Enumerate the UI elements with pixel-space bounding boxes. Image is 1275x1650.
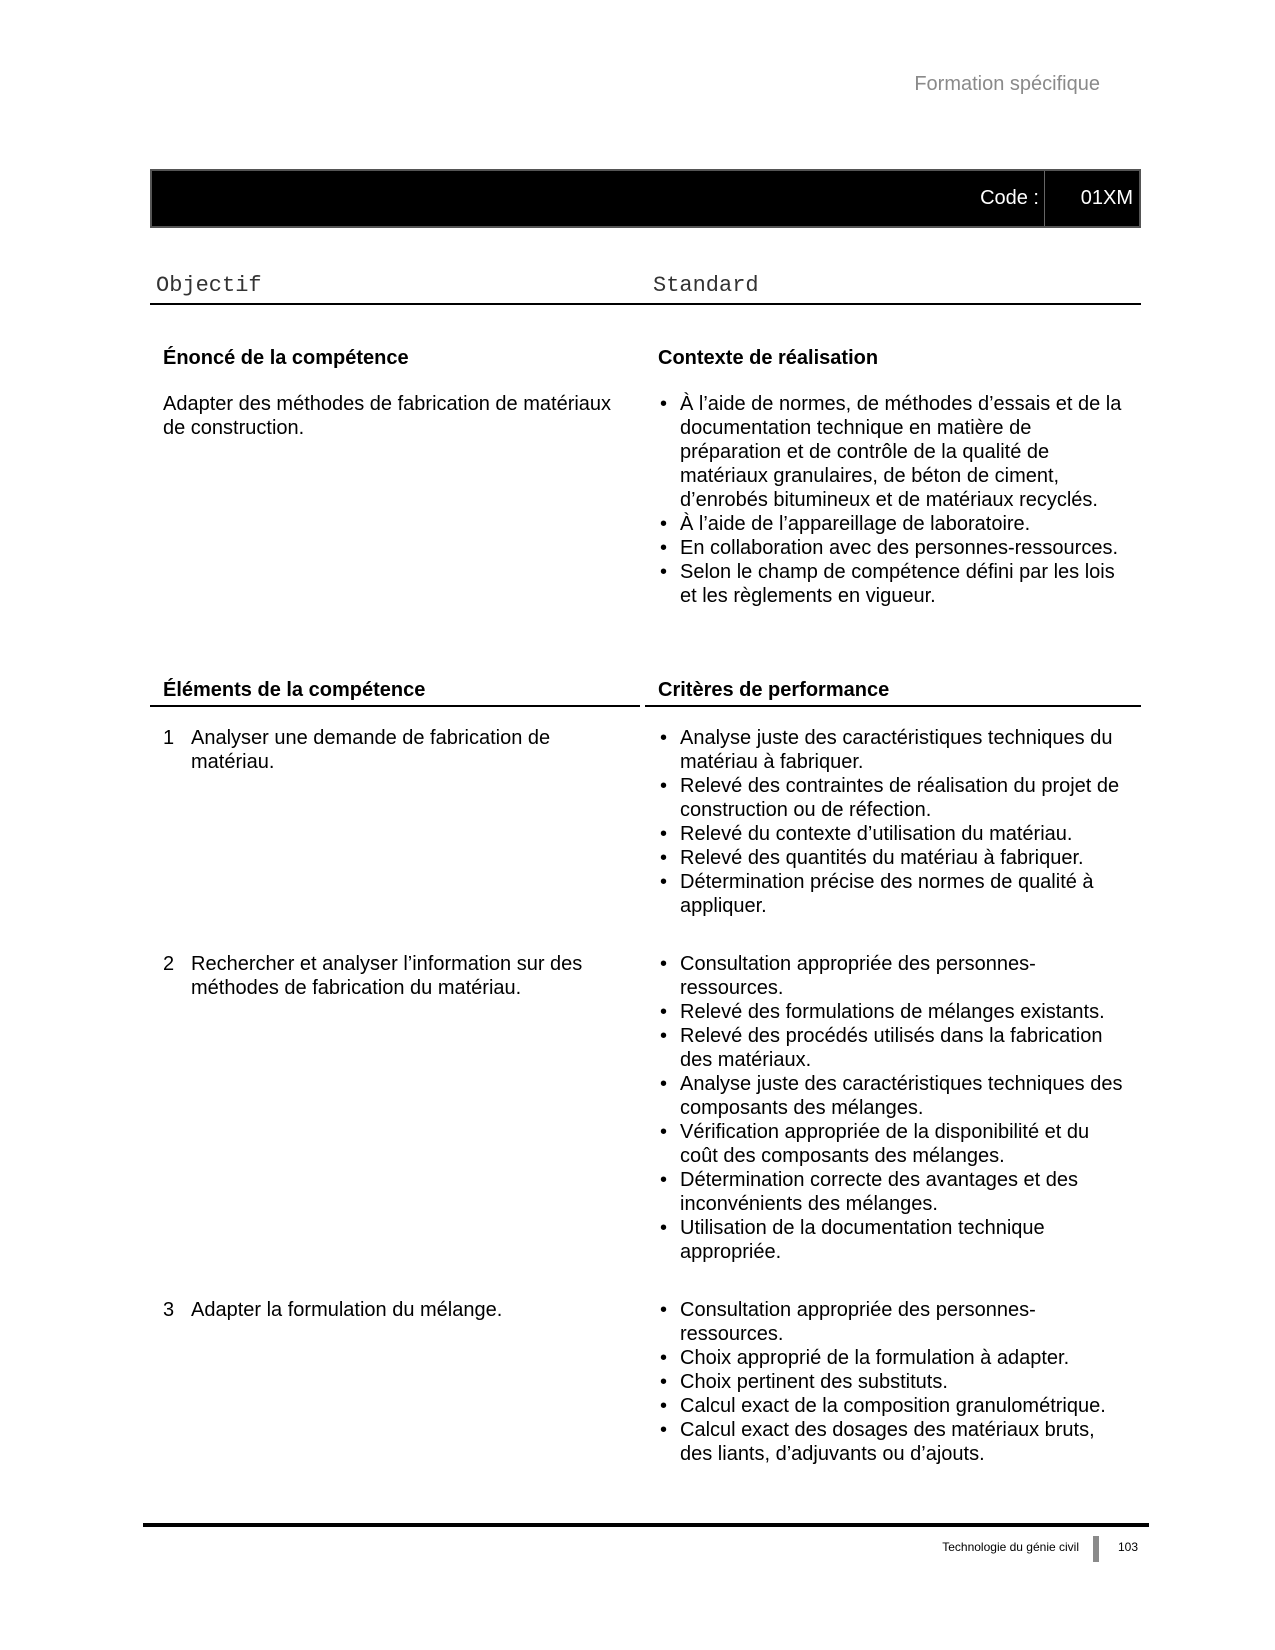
bullet-icon: • (660, 1025, 668, 1047)
bullet-icon: • (660, 537, 668, 559)
criteria-item: • Analyse juste des caractéristiques techniques des composants des mélanges. (660, 1073, 1123, 1119)
element-label: Adapter la formulation du mélange. (191, 1299, 503, 1321)
bullet-icon: • (660, 953, 668, 975)
criteria-item: • Consultation appropriée des personnes-ressources. (660, 1299, 1036, 1345)
bullet-icon: • (660, 561, 668, 583)
criteria-item: • Détermination précise des normes de qualité à appliquer. (660, 871, 1094, 917)
criteria-item: • Choix pertinent des substituts. (660, 1371, 948, 1393)
contexte-item: • En collaboration avec des personnes-ressources. (660, 537, 1119, 559)
bullet-icon: • (660, 1217, 668, 1239)
bullet-icon: • (660, 775, 668, 797)
criteria-item: • Vérification appropriée de la disponibilité et du coût des composants des mélanges. (660, 1121, 1090, 1167)
criteria-item: • Utilisation de la documentation technique appropriée. (660, 1217, 1045, 1263)
bullet-icon: • (660, 1419, 668, 1441)
code-label: Code : (980, 187, 1039, 209)
bullet-icon: • (660, 1121, 668, 1143)
elements-rule (150, 705, 640, 707)
bullet-icon: • (660, 1001, 668, 1023)
element-number: 1 (163, 727, 175, 749)
element-1 (163, 726, 633, 774)
bullet-icon: • (660, 1395, 668, 1417)
bullet-icon: • (660, 871, 668, 893)
criteria-item: • Calcul exact de la composition granulométrique. (660, 1395, 1106, 1417)
bullet-icon: • (660, 513, 668, 535)
bullet-icon: • (660, 1347, 668, 1369)
criteria-item: • Calcul exact des dosages des matériaux bruts, des liants, d’adjuvants ou d’ajouts. (660, 1419, 1095, 1465)
element-number: 2 (163, 953, 175, 975)
column-header-standard: Standard (653, 273, 759, 298)
contexte-item: • À l’aide de normes, de méthodes d’essais et de la documentation technique en matière de préparation et de contrôle de la qualité de matériaux granulaires, de béton de ciment, d’enrobés bitumineux et de matériaux recyclés. (660, 393, 1122, 511)
criteria-item: • Relevé des contraintes de réalisation du projet de construction ou de réfection. (660, 775, 1120, 821)
criteria-item: • Relevé du contexte d’utilisation du matériau. (660, 823, 1073, 845)
bullet-icon: • (660, 1299, 668, 1321)
criteria-item: • Consultation appropriée des personnes-ressources. (660, 953, 1036, 999)
element-label: Rechercher et analyser l’information sur des méthodes de fabrication du matériau. (191, 953, 583, 999)
criteria-list-2 (658, 952, 1128, 1264)
criteria-item: • Relevé des procédés utilisés dans la fabrication des matériaux. (660, 1025, 1103, 1071)
criteria-list-3 (658, 1298, 1128, 1466)
element-number: 3 (163, 1299, 175, 1321)
footer-separator (1093, 1536, 1099, 1562)
bullet-icon: • (660, 727, 668, 749)
footer-title: Technologie du génie civil (942, 1540, 1079, 1554)
criteres-rule (645, 705, 1141, 707)
bullet-icon: • (660, 1169, 668, 1191)
code-bar (150, 169, 1141, 228)
criteria-item: • Choix approprié de la formulation à adapter. (660, 1347, 1070, 1369)
column-header-rule (150, 303, 1141, 305)
code-separator (1044, 171, 1045, 226)
criteria-item: • Relevé des quantités du matériau à fabriquer. (660, 847, 1084, 869)
contexte-item: • À l’aide de l’appareillage de laboratoire. (660, 513, 1031, 535)
criteria-item: • Détermination correcte des avantages et des inconvénients des mélanges. (660, 1169, 1078, 1215)
enonce-title: Énoncé de la compétence (163, 347, 409, 369)
bullet-icon: • (660, 823, 668, 845)
bullet-icon: • (660, 1371, 668, 1393)
element-2 (163, 952, 633, 1000)
contexte-item: • Selon le champ de compétence défini par les lois et les règlements en vigueur. (660, 561, 1115, 607)
bullet-icon: • (660, 847, 668, 869)
code-value: 01XM (1080, 187, 1133, 209)
contexte-list (658, 392, 1126, 608)
footer-rule (143, 1523, 1149, 1527)
criteres-title: Critères de performance (658, 679, 890, 701)
elements-title: Éléments de la compétence (163, 679, 426, 701)
page-number: 103 (1118, 1540, 1139, 1554)
bullet-icon: • (660, 1073, 668, 1095)
column-header-objectif: Objectif (156, 273, 262, 298)
criteria-item: • Relevé des formulations de mélanges existants. (660, 1001, 1105, 1023)
contexte-title: Contexte de réalisation (658, 347, 879, 369)
bullet-icon: • (660, 393, 668, 415)
element-3 (163, 1298, 633, 1322)
element-label: Analyser une demande de fabrication de matériau. (191, 727, 551, 773)
section-header: Formation spécifique (914, 73, 1100, 95)
criteria-item: • Analyse juste des caractéristiques techniques du matériau à fabriquer. (660, 727, 1113, 773)
enonce-text: Adapter des méthodes de fabrication de matériaux de construction. (163, 393, 612, 439)
criteria-list-1 (658, 726, 1128, 918)
